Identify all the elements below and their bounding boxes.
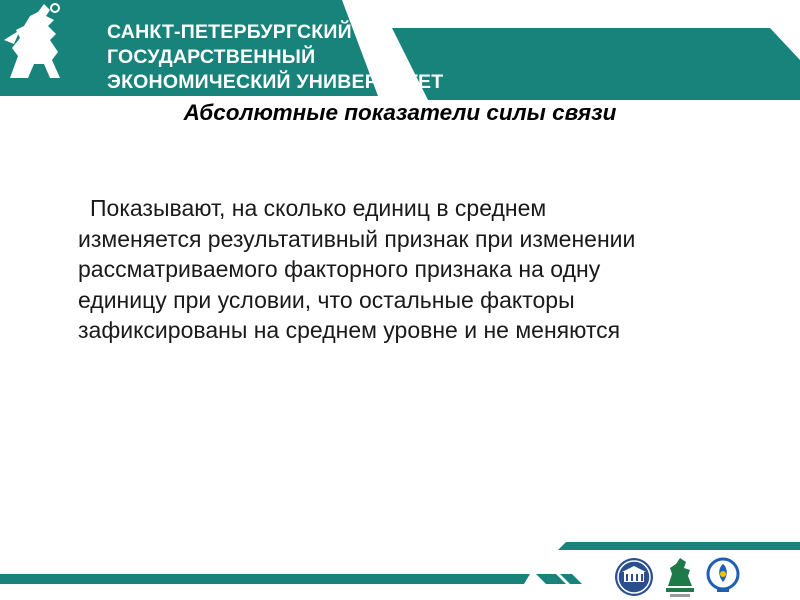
body-line-3: рассматриваемого факторного признака на одну xyxy=(78,256,601,282)
griffin-logo xyxy=(0,0,72,82)
finec-emblem-icon xyxy=(662,556,698,600)
body-line-4: единицу при условии, что остальные факторы xyxy=(78,286,575,313)
university-name xyxy=(107,20,443,95)
university-name-line-3: ЭКОНОМИЧЕСКИЙ УНИВЕРСИТЕТ xyxy=(107,71,444,93)
university-building-seal-icon xyxy=(612,556,656,598)
university-name-line-1: САНКТ-ПЕТЕРБУРГСКИЙ xyxy=(107,21,352,43)
body-line-5: зафиксированы на среднем уровне и не меняются xyxy=(78,317,621,343)
body-line-1: Показывают, на сколько единиц в среднем xyxy=(90,195,547,221)
university-name-line-2: ГОСУДАРСТВЕННЫЙ xyxy=(107,46,316,68)
slide-body xyxy=(78,193,758,346)
blue-crest-icon xyxy=(706,556,740,596)
body-line-2: изменяется результативный признак при изменении xyxy=(78,225,636,252)
slide-title: Абсолютные показатели силы связи xyxy=(183,100,617,125)
header-band xyxy=(0,0,800,110)
